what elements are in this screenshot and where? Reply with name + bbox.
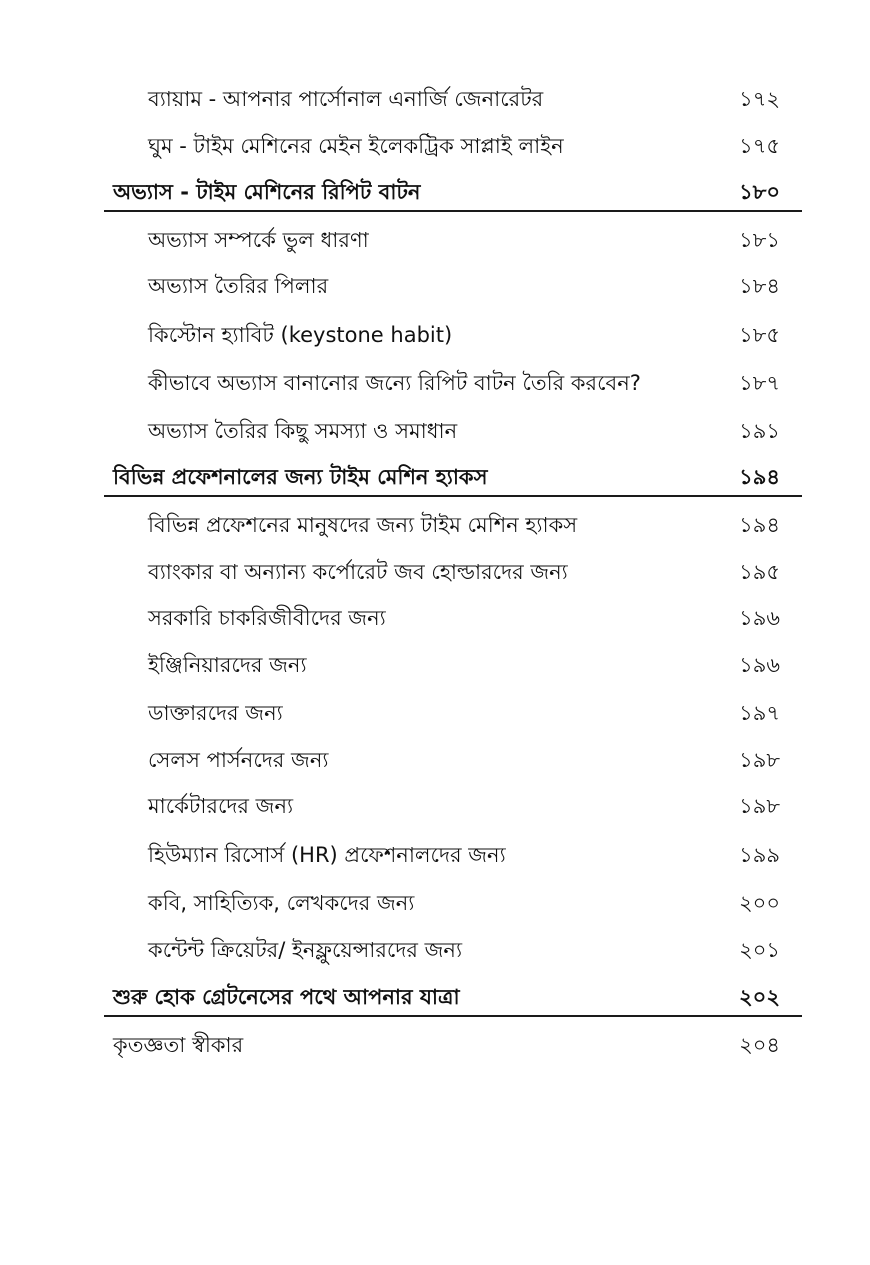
toc-chapter-heading — [0, 977, 870, 1017]
toc-entry-title: কিস্টোন হ্যাবিট (keystone habit) — [148, 323, 453, 347]
toc-entry — [0, 315, 870, 355]
toc-entry-title: কীভাবে অভ্যাস বানানোর জন্যে রিপিট বাটন তৈরি করবেন? — [148, 371, 641, 395]
toc-entry-page: ১৯৯ — [739, 843, 780, 867]
toc-entry-page: ১৮১ — [739, 228, 780, 252]
toc-entry-page: ১৮৫ — [739, 323, 780, 347]
toc-entry — [0, 740, 870, 780]
toc-entry-title: অভ্যাস তৈরির কিছু সমস্যা ও সমাধান — [148, 419, 458, 443]
toc-entry-page: ১৯৬ — [739, 606, 780, 630]
toc-entry-title: সেলস পার্সনদের জন্য — [148, 748, 329, 772]
toc-entry — [0, 883, 870, 923]
toc-entry — [0, 363, 870, 403]
toc-entry-title: হিউম্যান রিসোর্স (HR) প্রফেশনালদের জন্য — [148, 843, 506, 867]
toc-entry — [0, 220, 870, 260]
toc-entry — [0, 930, 870, 970]
toc-entry — [0, 552, 870, 592]
toc-entry — [0, 598, 870, 638]
toc-entry-page: ১৯৪ — [739, 513, 780, 537]
toc-entry-page: ১৯৫ — [739, 560, 780, 584]
toc-entry-page: ১৯৮ — [739, 748, 780, 772]
toc-entry-page: ১৮৭ — [739, 371, 780, 395]
toc-entry — [0, 266, 870, 306]
toc-chapter-page: ১৯৪ — [739, 465, 780, 489]
toc-entry — [0, 411, 870, 451]
chapter-divider — [104, 495, 802, 497]
toc-entry — [0, 505, 870, 545]
chapter-divider — [104, 210, 802, 212]
toc-chapter-title: শুরু হোক গ্রেটনেসের পথে আপনার যাত্রা — [113, 985, 460, 1009]
toc-entry-page: ১৭২ — [739, 87, 780, 111]
toc-entry-title: সরকারি চাকরিজীবীদের জন্য — [148, 606, 386, 630]
toc-entry-title: মার্কেটারদের জন্য — [148, 794, 294, 818]
toc-entry-title: কৃতজ্ঞতা স্বীকার — [113, 1033, 244, 1057]
toc-entry-title: ব্যায়াম - আপনার পার্সোনাল এনার্জি জেনারেটর — [148, 87, 544, 111]
toc-entry — [0, 1025, 870, 1065]
toc-chapter-page: ২০২ — [739, 985, 780, 1009]
chapter-divider — [104, 1015, 802, 1017]
toc-chapter-title: অভ্যাস - টাইম মেশিনের রিপিট বাটন — [113, 180, 421, 204]
toc-entry-page: ১৯১ — [739, 419, 780, 443]
toc-entry-title: ঘুম - টাইম মেশিনের মেইন ইলেকট্রিক সাপ্লাই লাইন — [148, 134, 564, 158]
toc-entry-title: ডাক্তারদের জন্য — [148, 701, 283, 725]
toc-entry-title: কবি, সাহিত্যিক, লেখকদের জন্য — [148, 891, 415, 915]
toc-entry — [0, 693, 870, 733]
toc-chapter-heading — [0, 457, 870, 497]
toc-entry-page: ১৯৬ — [739, 653, 780, 677]
toc-entry-page: ১৮৪ — [739, 274, 780, 298]
toc-entry — [0, 126, 870, 166]
toc-chapter-heading — [0, 172, 870, 212]
toc-entry-title: কন্টেন্ট ক্রিয়েটর/ ইনফ্লুয়েন্সারদের জন্য — [148, 938, 463, 962]
toc-entry-page: ১৭৫ — [739, 134, 780, 158]
toc-entry — [0, 786, 870, 826]
toc-entry — [0, 79, 870, 119]
toc-entry-title: অভ্যাস তৈরির পিলার — [148, 274, 329, 298]
toc-entry — [0, 835, 870, 875]
toc-entry-page: ১৯৮ — [739, 794, 780, 818]
toc-chapter-page: ১৮০ — [739, 180, 780, 204]
toc-entry-title: বিভিন্ন প্রফেশনের মানুষদের জন্য টাইম মেশিন হ্যাকস — [148, 513, 578, 537]
toc-chapter-title: বিভিন্ন প্রফেশনালের জন্য টাইম মেশিন হ্যাকস — [113, 465, 488, 489]
toc-entry — [0, 645, 870, 685]
toc-entry-page: ২০০ — [739, 891, 780, 915]
toc-entry-page: ২০১ — [739, 938, 780, 962]
toc-entry-page: ১৯৭ — [739, 701, 780, 725]
toc-entry-page: ২০৪ — [739, 1033, 780, 1057]
toc-entry-title: ইঞ্জিনিয়ারদের জন্য — [148, 653, 307, 677]
toc-entry-title: ব্যাংকার বা অন্যান্য কর্পোরেট জব হোল্ডারদের জন্য — [148, 560, 568, 584]
toc-entry-title: অভ্যাস সম্পর্কে ভুল ধারণা — [148, 228, 369, 252]
